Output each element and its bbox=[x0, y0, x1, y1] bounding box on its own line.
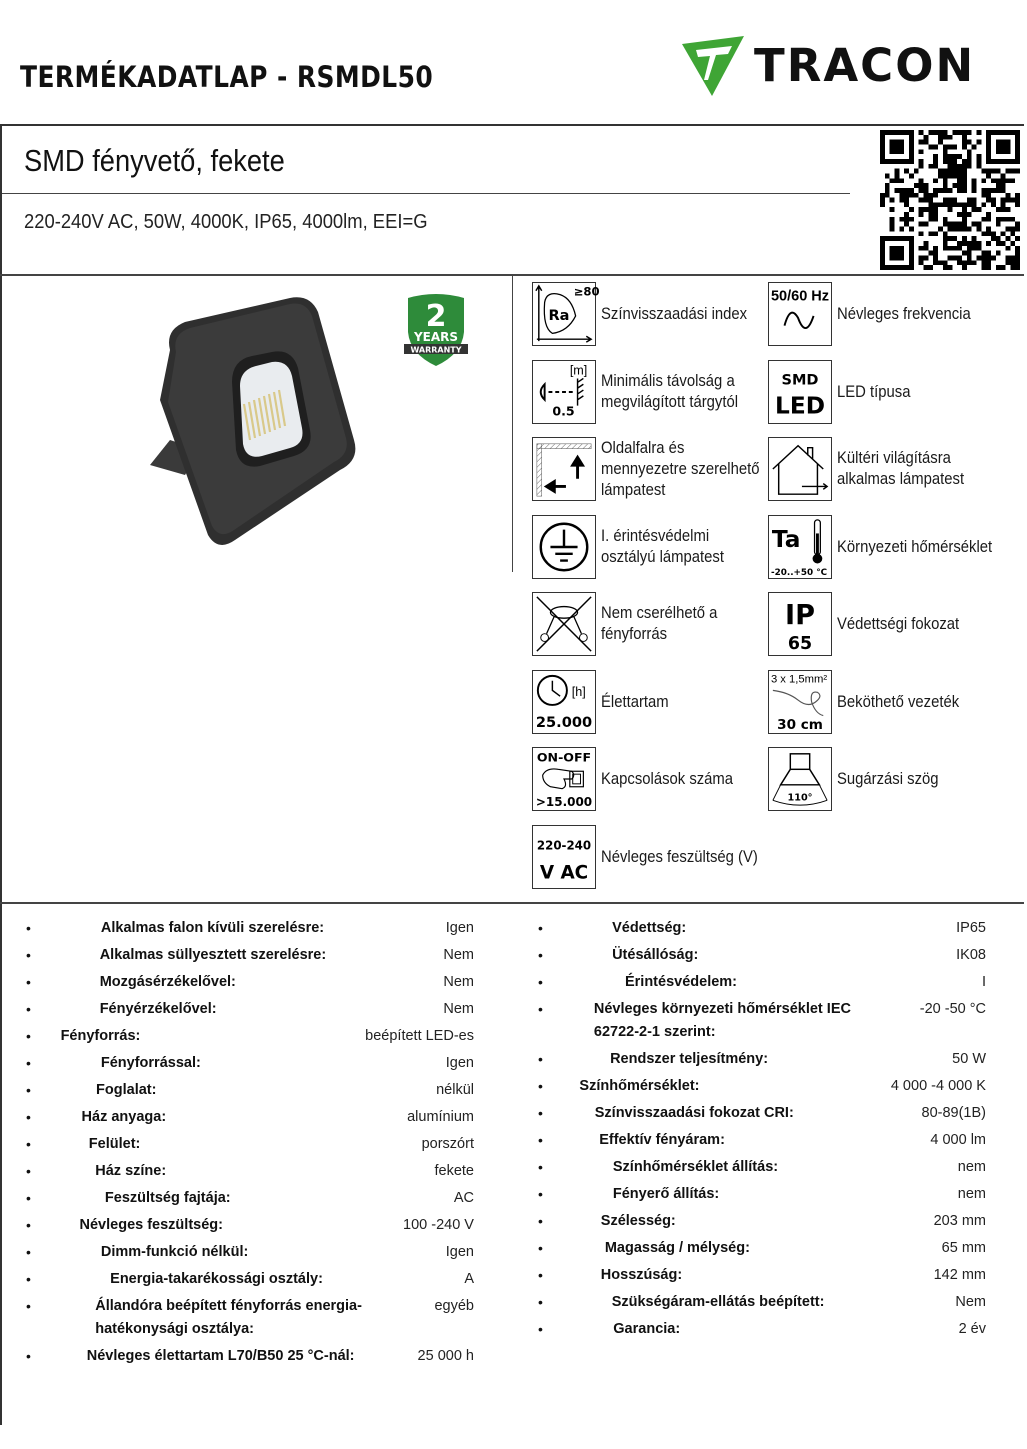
spec-value: -20 -50 °C bbox=[919, 1001, 986, 1017]
feature-label-text: Élettartam bbox=[601, 692, 669, 711]
feature-icon-label bbox=[601, 592, 791, 656]
spec-label: Névleges környezeti hőmérséklet IEC 62722-2-1 szerint: bbox=[593, 1001, 851, 1040]
bullet: • bbox=[538, 1240, 543, 1256]
spec-label: Érintésvédelem: bbox=[624, 974, 738, 990]
warranty-number: 2 bbox=[425, 299, 447, 334]
spec-row bbox=[538, 917, 986, 944]
icon-glyph: -20..+50 °C bbox=[770, 568, 828, 579]
spec-row bbox=[26, 971, 474, 998]
icon-glyph: 25.000 bbox=[535, 715, 593, 732]
spec-label: Alkalmas falon kívüli szerelésre: bbox=[100, 920, 325, 936]
spec-label: Rendszer teljesítmény: bbox=[610, 1051, 769, 1067]
spec-value: 80-89(1B) bbox=[921, 1105, 986, 1121]
spec-label: Állandóra beépített fényforrás energia-hatékonysági osztálya: bbox=[95, 1298, 362, 1337]
bullet: • bbox=[26, 1001, 31, 1017]
warranty-badge bbox=[402, 292, 470, 368]
feature-label-text: Beköthető vezeték bbox=[837, 692, 960, 711]
feature-icon-label bbox=[601, 282, 791, 346]
feature-icon-label bbox=[601, 825, 791, 889]
warranty-years: YEARS bbox=[413, 330, 459, 344]
spec-list-left bbox=[26, 917, 474, 1372]
icon-glyph: V AC bbox=[539, 862, 589, 884]
spec-value: A bbox=[464, 1271, 474, 1287]
bullet: • bbox=[538, 1159, 543, 1175]
spec-value: Nem bbox=[443, 974, 474, 990]
feature-label-text: Névleges feszültség (V) bbox=[601, 847, 758, 866]
cri-icon bbox=[532, 282, 600, 346]
spec-label: Alkalmas süllyesztett szerelésre: bbox=[99, 947, 327, 963]
feature-icon-label bbox=[837, 515, 1027, 579]
feature-label-text: Színvisszaadási index bbox=[601, 304, 748, 323]
icon-glyph: LED bbox=[775, 392, 825, 420]
spec-value: AC bbox=[453, 1190, 474, 1206]
spec-row bbox=[26, 1214, 474, 1241]
spec-table-divider bbox=[0, 902, 1024, 904]
feature-icon-label bbox=[837, 592, 1027, 656]
smd-led-icon bbox=[768, 360, 832, 424]
spec-row bbox=[538, 1291, 986, 1318]
frame-top-border bbox=[0, 124, 1024, 126]
icon-glyph: >15.000 bbox=[535, 794, 593, 810]
spec-row bbox=[538, 1156, 986, 1183]
feature-icon-item bbox=[768, 360, 1024, 426]
product-name: SMD fényvető, fekete bbox=[24, 143, 285, 178]
feature-icon-item bbox=[532, 592, 788, 658]
feature-label-text: Névleges frekvencia bbox=[837, 304, 971, 323]
feature-icon-item bbox=[768, 670, 1024, 736]
icon-section-divider bbox=[512, 276, 513, 572]
spec-row bbox=[26, 1160, 474, 1187]
bullet: • bbox=[26, 1298, 31, 1314]
feature-icon-label bbox=[837, 437, 1027, 501]
feature-icon-label bbox=[601, 437, 791, 501]
bullet: • bbox=[26, 1109, 31, 1125]
title-divider bbox=[2, 193, 850, 194]
feature-icon-item bbox=[532, 282, 788, 348]
spec-value: IP65 bbox=[956, 920, 986, 936]
spec-label: Fényforrás: bbox=[60, 1028, 141, 1044]
spec-label: Garancia: bbox=[613, 1321, 681, 1337]
spec-value: 203 mm bbox=[933, 1213, 986, 1229]
tracon-logo-mark-icon bbox=[682, 36, 744, 96]
spec-row bbox=[26, 1345, 474, 1372]
spec-label: Mozgásérzékelővel: bbox=[99, 974, 236, 990]
icon-glyph: Ra bbox=[548, 307, 570, 324]
icon-glyph: 50/60 Hz bbox=[770, 288, 830, 305]
feature-icon-item bbox=[532, 670, 788, 736]
spec-value: 142 mm bbox=[933, 1267, 986, 1283]
spec-row bbox=[26, 1052, 474, 1079]
frame-left-border bbox=[0, 124, 2, 1425]
spec-row bbox=[538, 1048, 986, 1075]
feature-label-text: Kapcsolások száma bbox=[601, 769, 734, 788]
bullet: • bbox=[26, 1055, 31, 1071]
feature-label-text: Kültéri világításra alkalmas lámpatest bbox=[837, 449, 965, 488]
spec-label: Fényérzékelővel: bbox=[99, 1001, 217, 1017]
bullet: • bbox=[26, 1348, 31, 1364]
spec-row bbox=[26, 1079, 474, 1106]
feature-label-text: Környezeti hőmérséklet bbox=[837, 537, 993, 556]
spec-list-right bbox=[538, 917, 986, 1345]
protection-class-1-icon bbox=[532, 515, 596, 579]
qr-code bbox=[880, 130, 1020, 270]
spec-row bbox=[538, 1210, 986, 1237]
feature-label-text: I. érintésvédelmi osztályú lámpatest bbox=[601, 527, 724, 566]
cable-icon bbox=[768, 670, 832, 734]
feature-icon-label bbox=[601, 360, 791, 424]
spec-row bbox=[26, 998, 474, 1025]
spec-label: Névleges élettartam L70/B50 25 °C-nál: bbox=[86, 1348, 355, 1364]
feature-icon-item bbox=[768, 282, 1024, 348]
feature-icon-item bbox=[532, 437, 788, 503]
icon-glyph: 30 cm bbox=[777, 717, 823, 734]
spec-value: fekete bbox=[434, 1163, 474, 1179]
feature-icon-item bbox=[768, 515, 1024, 581]
feature-icon-label bbox=[601, 515, 791, 579]
product-photo bbox=[140, 290, 370, 555]
feature-icon-item bbox=[768, 592, 1024, 658]
tracon-logo-text: TRACON bbox=[754, 39, 976, 92]
beam-angle-icon bbox=[768, 747, 832, 811]
spec-label: Energia-takarékossági osztály: bbox=[110, 1271, 323, 1287]
spec-label: Magasság / mélység: bbox=[604, 1240, 750, 1256]
bullet: • bbox=[538, 1186, 543, 1202]
bullet: • bbox=[538, 1213, 543, 1229]
bullet: • bbox=[538, 1051, 543, 1067]
bullet: • bbox=[538, 1001, 543, 1017]
spec-row bbox=[538, 1102, 986, 1129]
document-title: TERMÉKADATLAP - RSMDL50 bbox=[20, 60, 434, 94]
spec-label: Fényforrással: bbox=[100, 1055, 201, 1071]
spec-value: Igen bbox=[445, 1055, 474, 1071]
spec-row bbox=[26, 1106, 474, 1133]
icon-glyph: 3 x 1,5mm² bbox=[770, 673, 828, 686]
spec-row bbox=[26, 1295, 474, 1345]
switching-cycles-icon bbox=[532, 747, 596, 811]
spec-row bbox=[538, 944, 986, 971]
spec-label: Ütésállóság: bbox=[612, 947, 699, 963]
feature-label-text: Védettségi fokozat bbox=[837, 614, 960, 633]
spec-value: Igen bbox=[445, 1244, 474, 1260]
spec-value: 2 év bbox=[958, 1321, 986, 1337]
spec-label: Hosszúság: bbox=[600, 1267, 683, 1283]
non-replaceable-light-source-icon bbox=[532, 592, 596, 656]
spec-value: 4 000 lm bbox=[930, 1132, 986, 1148]
spec-label: Színhőmérséklet állítás: bbox=[612, 1159, 779, 1175]
rated-voltage-icon bbox=[532, 825, 596, 889]
spec-label: Feszültség fajtája: bbox=[104, 1190, 231, 1206]
spec-row bbox=[538, 1318, 986, 1345]
bullet: • bbox=[26, 1244, 31, 1260]
spec-value: nélkül bbox=[436, 1082, 474, 1098]
bullet: • bbox=[26, 1271, 31, 1287]
feature-icon-item bbox=[532, 747, 788, 813]
icon-glyph: [m] bbox=[569, 363, 588, 378]
feature-icon-label bbox=[837, 670, 1027, 734]
feature-icon-label bbox=[837, 282, 1027, 346]
spec-row bbox=[538, 1075, 986, 1102]
ambient-temperature-icon bbox=[768, 515, 832, 579]
feature-label-text: Minimális távolság a megvilágított tárgytól bbox=[601, 372, 739, 411]
spec-value: Nem bbox=[443, 947, 474, 963]
feature-icon-label bbox=[837, 360, 1027, 424]
spec-label: Fényerő állítás: bbox=[612, 1186, 720, 1202]
feature-label-text: Oldalfalra és mennyezetre szerelhető lámpatest bbox=[601, 438, 760, 499]
spec-row bbox=[538, 1129, 986, 1156]
bullet: • bbox=[26, 1028, 31, 1044]
spec-row bbox=[538, 971, 986, 998]
spec-value: 65 mm bbox=[941, 1240, 986, 1256]
spec-value: I bbox=[981, 974, 986, 990]
bullet: • bbox=[26, 1190, 31, 1206]
spec-value: nem bbox=[957, 1159, 986, 1175]
icon-glyph: 65 bbox=[787, 634, 813, 655]
warranty-text: WARRANTY bbox=[410, 345, 462, 355]
feature-icon-label bbox=[601, 670, 791, 734]
spec-label: Színhőmérséklet: bbox=[579, 1078, 700, 1094]
lifetime-clock-icon bbox=[532, 670, 596, 734]
spec-value: 100 -240 V bbox=[403, 1217, 474, 1233]
min-distance-icon bbox=[532, 360, 596, 424]
icon-glyph: Ta bbox=[771, 526, 801, 553]
spec-value: beépített LED-es bbox=[365, 1028, 474, 1044]
bullet: • bbox=[26, 1163, 31, 1179]
bullet: • bbox=[26, 1217, 31, 1233]
feature-icon-item bbox=[532, 825, 788, 891]
icon-glyph: SMD bbox=[781, 372, 819, 389]
spec-value: 50 W bbox=[952, 1051, 986, 1067]
feature-label-text: Sugárzási szög bbox=[837, 769, 939, 788]
spec-value: nem bbox=[957, 1186, 986, 1202]
ip-rating-icon bbox=[768, 592, 832, 656]
spec-value: 25 000 h bbox=[417, 1348, 474, 1364]
icon-glyph: 220-240 bbox=[536, 837, 592, 853]
bullet: • bbox=[538, 1321, 543, 1337]
bullet: • bbox=[538, 1267, 543, 1283]
icon-glyph: 110° bbox=[787, 792, 813, 804]
icon-glyph: 0.5 bbox=[552, 403, 575, 419]
bullet: • bbox=[538, 1105, 543, 1121]
spec-value: Igen bbox=[445, 920, 474, 936]
spec-row bbox=[26, 1241, 474, 1268]
spec-value: Nem bbox=[443, 1001, 474, 1017]
feature-icon-item bbox=[768, 437, 1024, 503]
spec-row bbox=[538, 998, 986, 1048]
spec-label: Szükségáram-ellátás beépített: bbox=[611, 1294, 825, 1310]
bullet: • bbox=[538, 974, 543, 990]
icon-glyph: [h] bbox=[571, 685, 586, 700]
spec-label: Foglalat: bbox=[96, 1082, 157, 1098]
spec-label: Szélesség: bbox=[600, 1213, 676, 1229]
bullet: • bbox=[538, 1132, 543, 1148]
spec-value: 4 000 -4 000 K bbox=[890, 1078, 986, 1094]
icon-glyph: ON-OFF bbox=[536, 750, 592, 765]
spec-label: Felület: bbox=[88, 1136, 141, 1152]
outdoor-house-icon bbox=[768, 437, 832, 501]
bullet: • bbox=[538, 947, 543, 963]
feature-icon-item bbox=[532, 515, 788, 581]
frequency-icon bbox=[768, 282, 832, 346]
spec-row bbox=[26, 1025, 474, 1052]
product-subtitle: 220-240V AC, 50W, 4000K, IP65, 4000lm, EEI=G bbox=[24, 211, 428, 233]
spec-row bbox=[26, 1268, 474, 1295]
feature-icon-item bbox=[768, 747, 1024, 813]
feature-icon-item bbox=[532, 360, 788, 426]
spec-row bbox=[538, 1237, 986, 1264]
spec-row bbox=[26, 917, 474, 944]
spec-value: IK08 bbox=[956, 947, 986, 963]
icon-glyph: ≥80 bbox=[573, 284, 600, 299]
spec-label: Ház színe: bbox=[95, 1163, 167, 1179]
feature-label-text: LED típusa bbox=[837, 382, 911, 401]
bullet: • bbox=[538, 920, 543, 936]
spec-value: alumínium bbox=[407, 1109, 474, 1125]
spec-label: Effektív fényáram: bbox=[599, 1132, 725, 1148]
spec-label: Névleges feszültség: bbox=[79, 1217, 223, 1233]
feature-icon-label bbox=[601, 747, 791, 811]
spec-label: Védettség: bbox=[612, 920, 687, 936]
tracon-logo bbox=[682, 36, 1008, 98]
spec-value: porszórt bbox=[421, 1136, 474, 1152]
spec-label: Dimm-funkció nélkül: bbox=[100, 1244, 249, 1260]
bullet: • bbox=[26, 947, 31, 963]
spec-row bbox=[26, 1133, 474, 1160]
feature-icon-label bbox=[837, 747, 1027, 811]
bullet: • bbox=[538, 1294, 543, 1310]
bullet: • bbox=[26, 1082, 31, 1098]
spec-label: Ház anyaga: bbox=[81, 1109, 167, 1125]
spec-row bbox=[26, 944, 474, 971]
bullet: • bbox=[26, 920, 31, 936]
spec-row bbox=[538, 1183, 986, 1210]
spec-row bbox=[538, 1264, 986, 1291]
wall-ceiling-mount-icon bbox=[532, 437, 596, 501]
spec-value: egyéb bbox=[434, 1298, 474, 1314]
bullet: • bbox=[26, 1136, 31, 1152]
icon-glyph: IP bbox=[785, 600, 815, 631]
spec-row bbox=[26, 1187, 474, 1214]
bullet: • bbox=[26, 974, 31, 990]
spec-value: Nem bbox=[955, 1294, 986, 1310]
spec-label: Színvisszaadási fokozat CRI: bbox=[594, 1105, 794, 1121]
bullet: • bbox=[538, 1078, 543, 1094]
feature-label-text: Nem cserélhető a fényforrás bbox=[601, 604, 718, 643]
